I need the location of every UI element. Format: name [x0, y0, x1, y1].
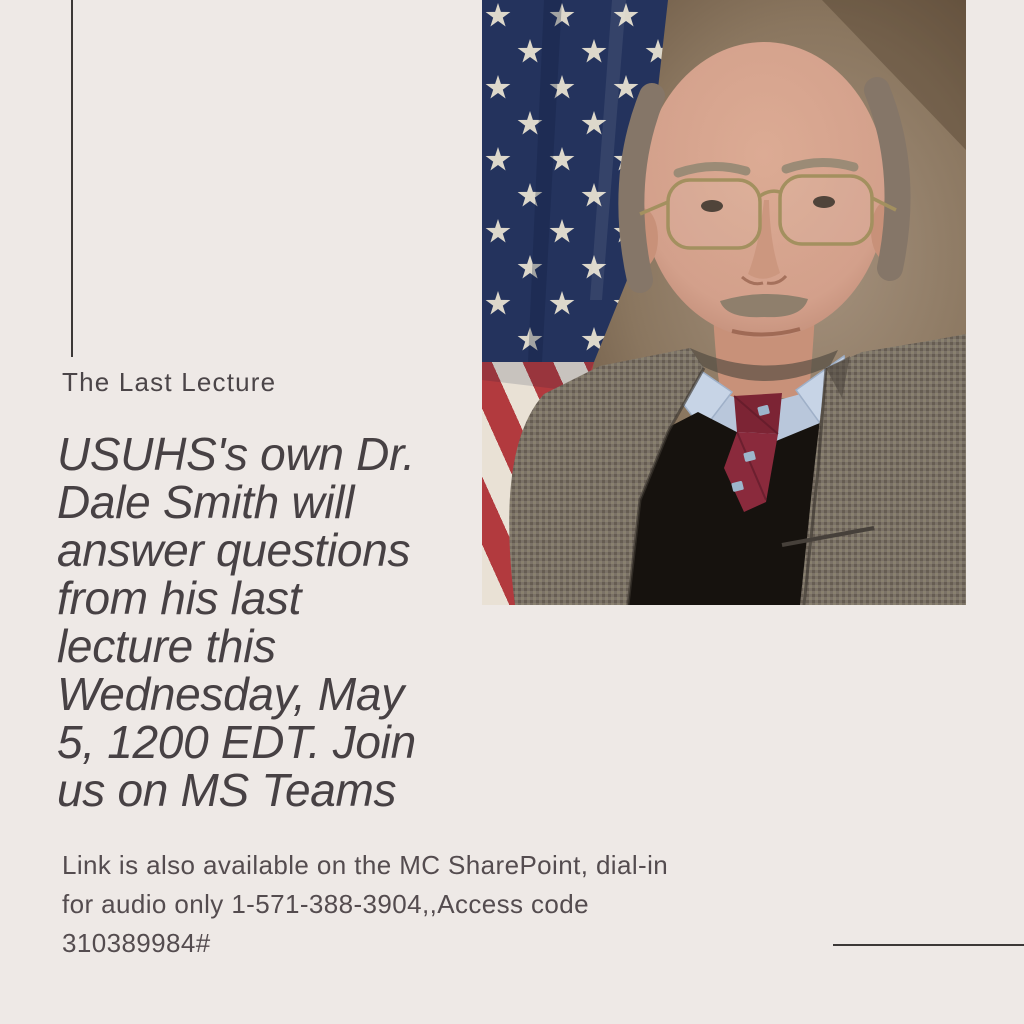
bottom-right-accent-line: [833, 944, 1024, 946]
headline-line: 5, 1200 EDT. Join: [57, 716, 416, 768]
headline-line: USUHS's own Dr.: [57, 428, 415, 480]
top-left-accent-line: [71, 0, 73, 357]
details-line: 310389984#: [62, 928, 211, 958]
details-text: [62, 846, 822, 963]
headline-line: lecture this: [57, 620, 276, 672]
portrait-photo: [482, 0, 966, 605]
headline-line: us on MS Teams: [57, 764, 397, 816]
headline-line: Dale Smith will: [57, 476, 355, 528]
details-line: for audio only 1-571-388-3904,,Access code: [62, 889, 590, 919]
eyebrow-title: The Last Lecture: [62, 367, 277, 397]
headline-line: from his last: [57, 572, 302, 624]
headline-line: Wednesday, May: [57, 668, 404, 720]
portrait-illustration: [482, 0, 966, 605]
headline: [57, 430, 527, 814]
details-line: Link is also available on the MC SharePoint, dial-in: [62, 850, 669, 880]
headline-line: answer questions: [57, 524, 411, 576]
